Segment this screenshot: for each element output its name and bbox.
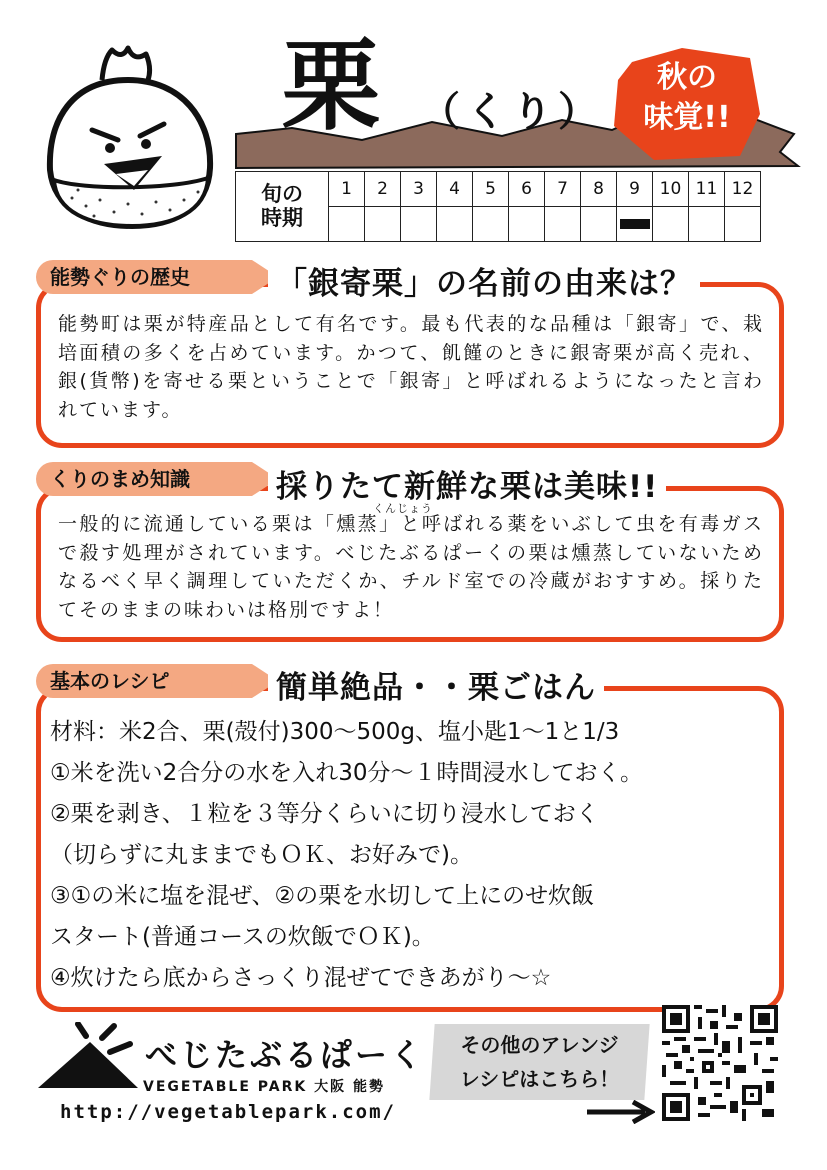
title-reading: （くり） <box>420 89 604 135</box>
harvest-cell <box>437 207 473 242</box>
recipe-line: ②栗を剥き、１粒を３等分くらいに切り浸水しておく <box>50 801 599 827</box>
recipe-heading: 簡単絶品・・栗ごはん <box>268 662 604 707</box>
harvest-cell <box>689 207 725 242</box>
website-link[interactable]: http://vegetablepark.com/ <box>60 1101 396 1123</box>
knowledge-text: 一般的に流通している栗は「燻蒸」と呼ばれる薬をいぶして虫を有毒ガスで殺す処理がされています。べじたぶるぱーくの栗は燻蒸していないためなるべく早く調理していただくか、チルド室での冷蔵がおすすめ。採りたてそのままの味わいは格別ですよ！ <box>58 513 764 621</box>
autumn-badge: 秋の 味覚!! <box>643 60 731 135</box>
harvest-cell <box>509 207 545 242</box>
page-title: 栗 <box>282 30 383 144</box>
harvest-cell <box>545 207 581 242</box>
history-heading: 「銀寄栗」の名前の由来は？ <box>268 258 700 303</box>
knowledge-heading: 採りたて新鮮な栗は美味!! <box>268 461 666 506</box>
month-header: 9 <box>617 172 653 207</box>
vegetable-park-logo-icon <box>34 1022 142 1092</box>
month-header: 12 <box>725 172 761 207</box>
season-label: 旬の 時期 <box>236 172 329 242</box>
recipe-line: （切らずに丸ままでもＯＫ、お好みで)。 <box>50 842 473 868</box>
month-header: 7 <box>545 172 581 207</box>
harvest-cell <box>581 207 617 242</box>
recipe-line: 材料：米2合、栗(殻付)300～500g、塩小匙1～1と1/3 <box>50 719 620 745</box>
recipe-line: ①米を洗い2合分の水を入れ30分～１時間浸水しておく。 <box>50 760 644 786</box>
harvest-marker <box>620 219 650 229</box>
logo-subtitle: VEGETABLE PARK 大阪 能勢 <box>143 1079 385 1095</box>
harvest-cell <box>401 207 437 242</box>
month-header: 1 <box>329 172 365 207</box>
arrange-recipes-text: その他のアレンジ レシピはこちら！ <box>459 1033 620 1091</box>
harvest-cell <box>473 207 509 242</box>
month-header: 10 <box>653 172 689 207</box>
month-header: 3 <box>401 172 437 207</box>
recipe-steps <box>50 712 770 999</box>
harvest-cell <box>617 207 653 242</box>
month-header: 8 <box>581 172 617 207</box>
history-tab: 能勢ぐりの歴史 <box>36 260 252 294</box>
history-text: 能勢町は栗が特産品として有名です。最も代表的な品種は「銀寄」で、栽培面積の多くを占めています。かつて、飢饉のときに銀寄栗が高く売れ、銀(貨幣)を寄せる栗ということで「銀寄」と呼ばれるようになったと言われています。 <box>58 313 764 421</box>
season-table <box>235 171 761 242</box>
recipe-tab: 基本のレシピ <box>36 664 252 698</box>
chestnut-mascot-icon <box>42 40 217 235</box>
harvest-cell <box>725 207 761 242</box>
month-header: 11 <box>689 172 725 207</box>
logo-name: べじたぶるぱーく <box>145 1036 426 1074</box>
recipe-line: ③①の米に塩を混ぜ、②の栗を水切して上にのせ炊飯 <box>50 883 595 909</box>
month-header: 4 <box>437 172 473 207</box>
harvest-cell <box>653 207 689 242</box>
fumigation-ruby: くんじょう <box>373 502 433 515</box>
arrow-right-icon <box>585 1100 655 1124</box>
qr-code[interactable] <box>662 1005 778 1121</box>
recipe-line: ④炊けたら底からさっくり混ぜてできあがり～☆ <box>50 965 552 991</box>
month-header: 2 <box>365 172 401 207</box>
month-header: 6 <box>509 172 545 207</box>
recipe-line: スタート(普通コースの炊飯でＯＫ)。 <box>50 924 435 950</box>
knowledge-tab: くりのまめ知識 <box>36 462 252 496</box>
harvest-cell <box>365 207 401 242</box>
month-header: 5 <box>473 172 509 207</box>
harvest-cell <box>329 207 365 242</box>
